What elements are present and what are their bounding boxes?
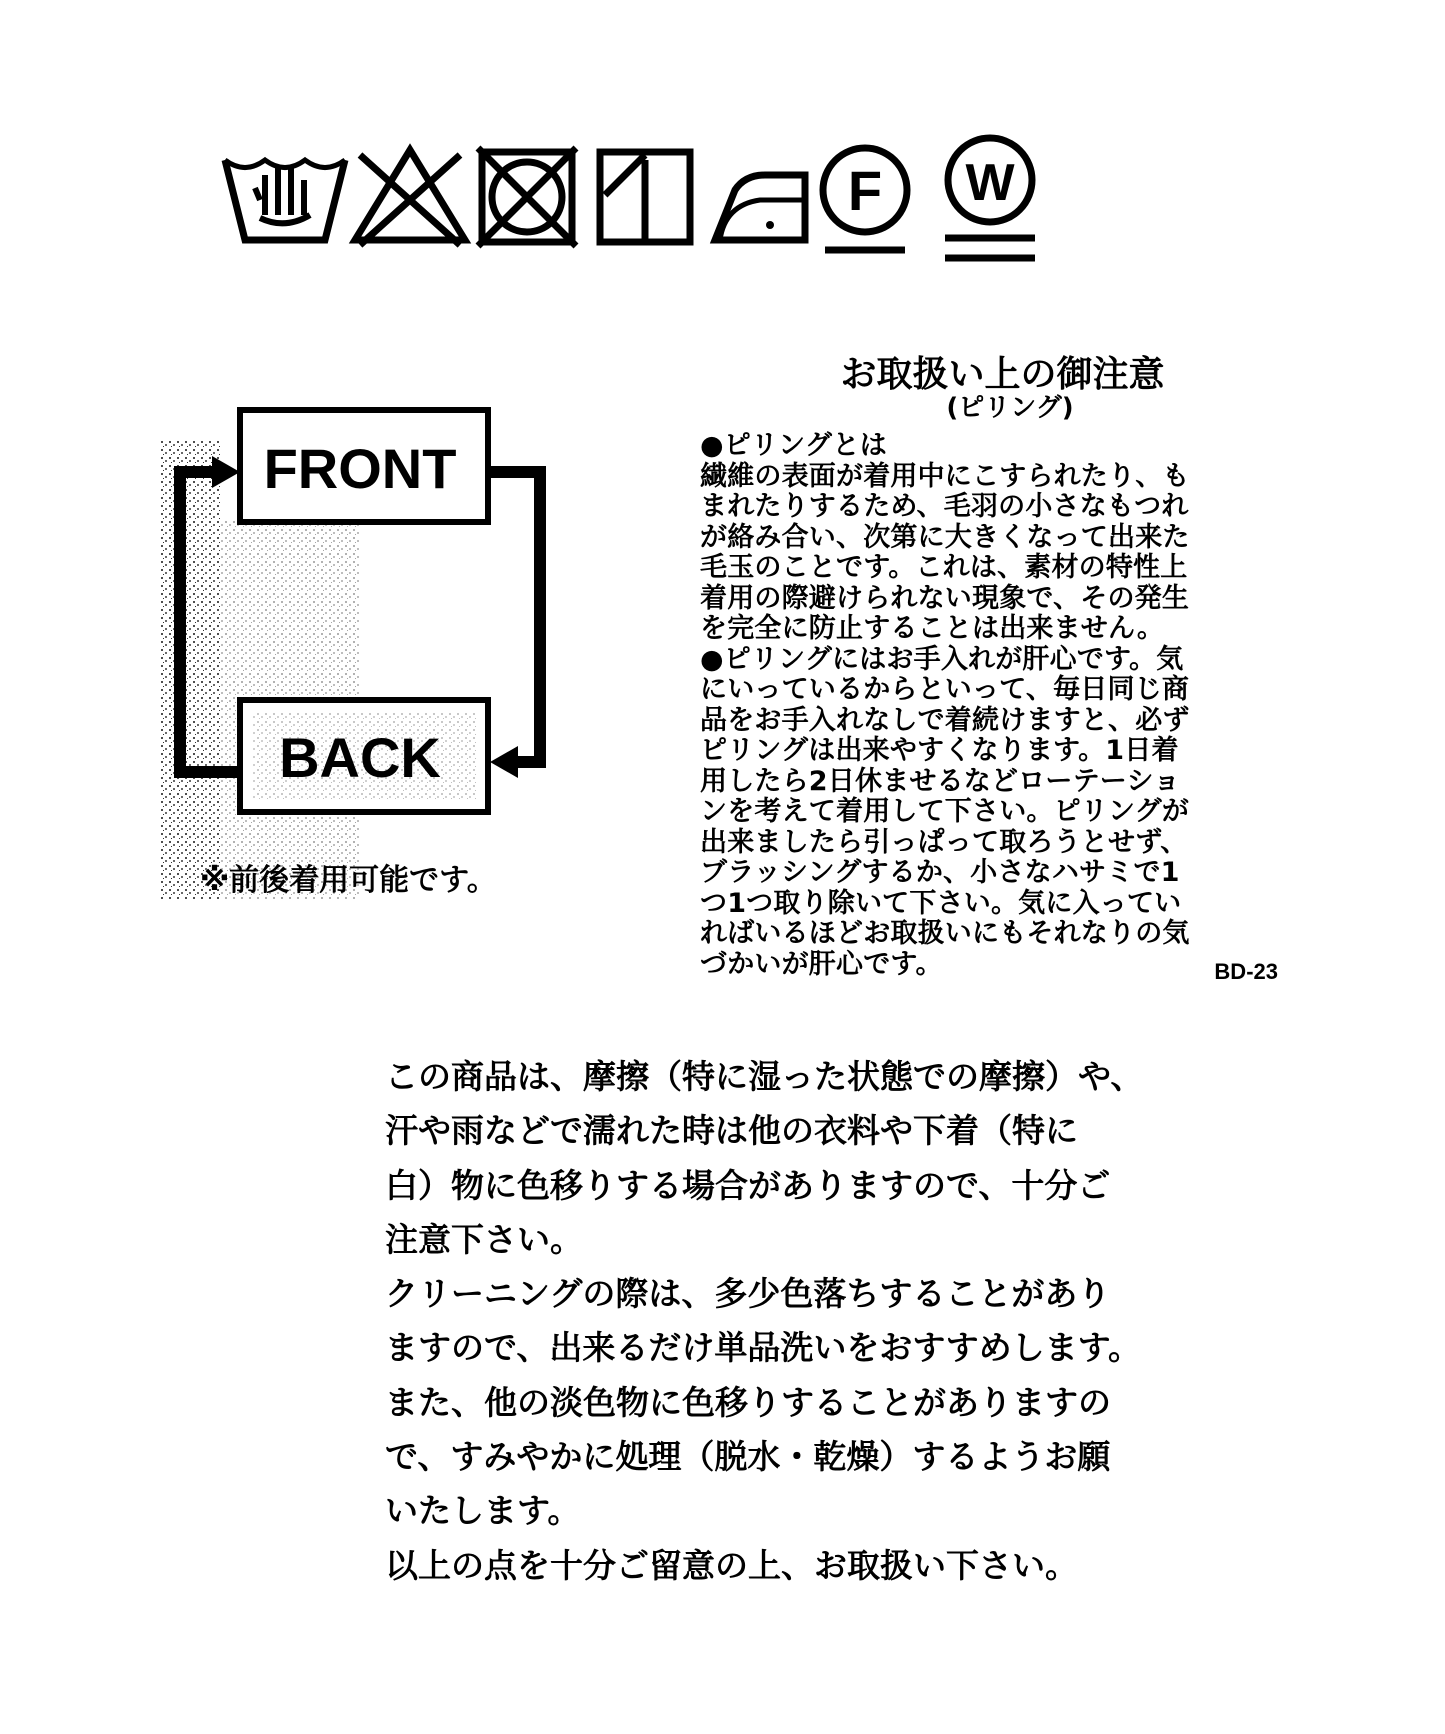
color-notice-line: 白）物に色移りする場合がありますので、十分ご: [385, 1165, 1111, 1205]
hand-wash-icon: [225, 160, 345, 240]
reversible-note: ※前後着用可能です。: [200, 863, 497, 898]
speckle-noise: [160, 440, 220, 900]
pilling-line: づかいが肝心です。: [700, 948, 943, 980]
pilling-line: ピリングは出来やすくなります。1日着: [700, 735, 1179, 766]
wet-clean-letter: W: [965, 154, 1015, 212]
pilling-code: BD-23: [1214, 959, 1278, 984]
pilling-line: まれたりするため、毛羽の小さなもつれ: [700, 491, 1189, 522]
pilling-line: を完全に防止することは出来ません。: [700, 613, 1165, 644]
no-tumble-dry-icon: [478, 148, 576, 246]
pilling-line: ●ピリングとは: [700, 430, 887, 461]
pilling-line: が絡み合い、次第に大きくなって出来た: [700, 521, 1190, 553]
color-transfer-notice: [385, 1050, 1144, 1593]
pilling-line: つ1つ取り除いて下さい。気に入ってい: [700, 887, 1182, 919]
iron-low-icon: [715, 175, 805, 240]
pilling-line: 用したら2日休ませるなどローテーショ: [700, 765, 1181, 797]
no-bleach-icon: [355, 150, 465, 245]
pilling-notice: [700, 355, 1290, 995]
color-notice-line: 以上の点を十分ご留意の上、お取扱い下さい。: [385, 1545, 1078, 1585]
color-notice-line: いたします。: [385, 1491, 581, 1531]
pilling-line: 出来ましたら引っぱって取ろうとせず、: [700, 826, 1188, 858]
color-notice-line: ますので、出来るだけ単品洗いをおすすめします。: [385, 1328, 1142, 1368]
pilling-line: ればいるほどお取扱いにもそれなりの気: [700, 918, 1190, 949]
pilling-line: ●ピリングにはお手入れが肝心です。気: [700, 643, 1184, 675]
pilling-line: 繊維の表面が着用中にこすられたり、も: [700, 460, 1190, 492]
drip-line-dry-icon: [600, 152, 690, 242]
pilling-line: 品をお手入れなしで着続けますと、必ず: [700, 704, 1190, 736]
pilling-line: 毛玉のことです。これは、素材の特性上: [700, 552, 1188, 583]
dry-clean-letter: F: [847, 159, 883, 222]
pilling-title: お取扱い上の御注意: [840, 355, 1165, 391]
pilling-line: ブラッシングするか、小さなハサミで1: [700, 857, 1180, 888]
arrow-front-to-back: [488, 472, 540, 762]
wet-clean-w-icon: [945, 138, 1035, 258]
color-notice-line: 注意下さい。: [385, 1219, 583, 1259]
color-notice-line: で、すみやかに処理（脱水・乾燥）するようお願: [385, 1437, 1111, 1477]
color-notice-line: また、他の淡色物に色移りすることがありますの: [385, 1382, 1111, 1422]
back-label: BACK: [279, 726, 441, 789]
care-symbols-row: [220, 130, 1060, 290]
pilling-subtitle: (ピリング): [946, 393, 1074, 423]
pilling-line: ンを考えて着用して下さい。ピリングが: [700, 796, 1190, 827]
color-notice-line: クリーニングの際は、多少色落ちすることがあり: [385, 1274, 1111, 1314]
pilling-line: にいっているからといって、毎日同じ商: [700, 674, 1190, 705]
color-notice-line: この商品は、摩擦（特に湿った状態での摩擦）や、: [385, 1057, 1144, 1096]
front-label: FRONT: [263, 437, 457, 500]
pilling-line: 着用の際避けられない現象で、その発生: [700, 582, 1190, 614]
front-back-diagram: [160, 400, 580, 920]
color-notice-line: 汗や雨などで濡れた時は他の衣料や下着（特に: [385, 1111, 1078, 1151]
dry-clean-f-icon: [823, 148, 907, 250]
pilling-body: [700, 431, 1290, 980]
